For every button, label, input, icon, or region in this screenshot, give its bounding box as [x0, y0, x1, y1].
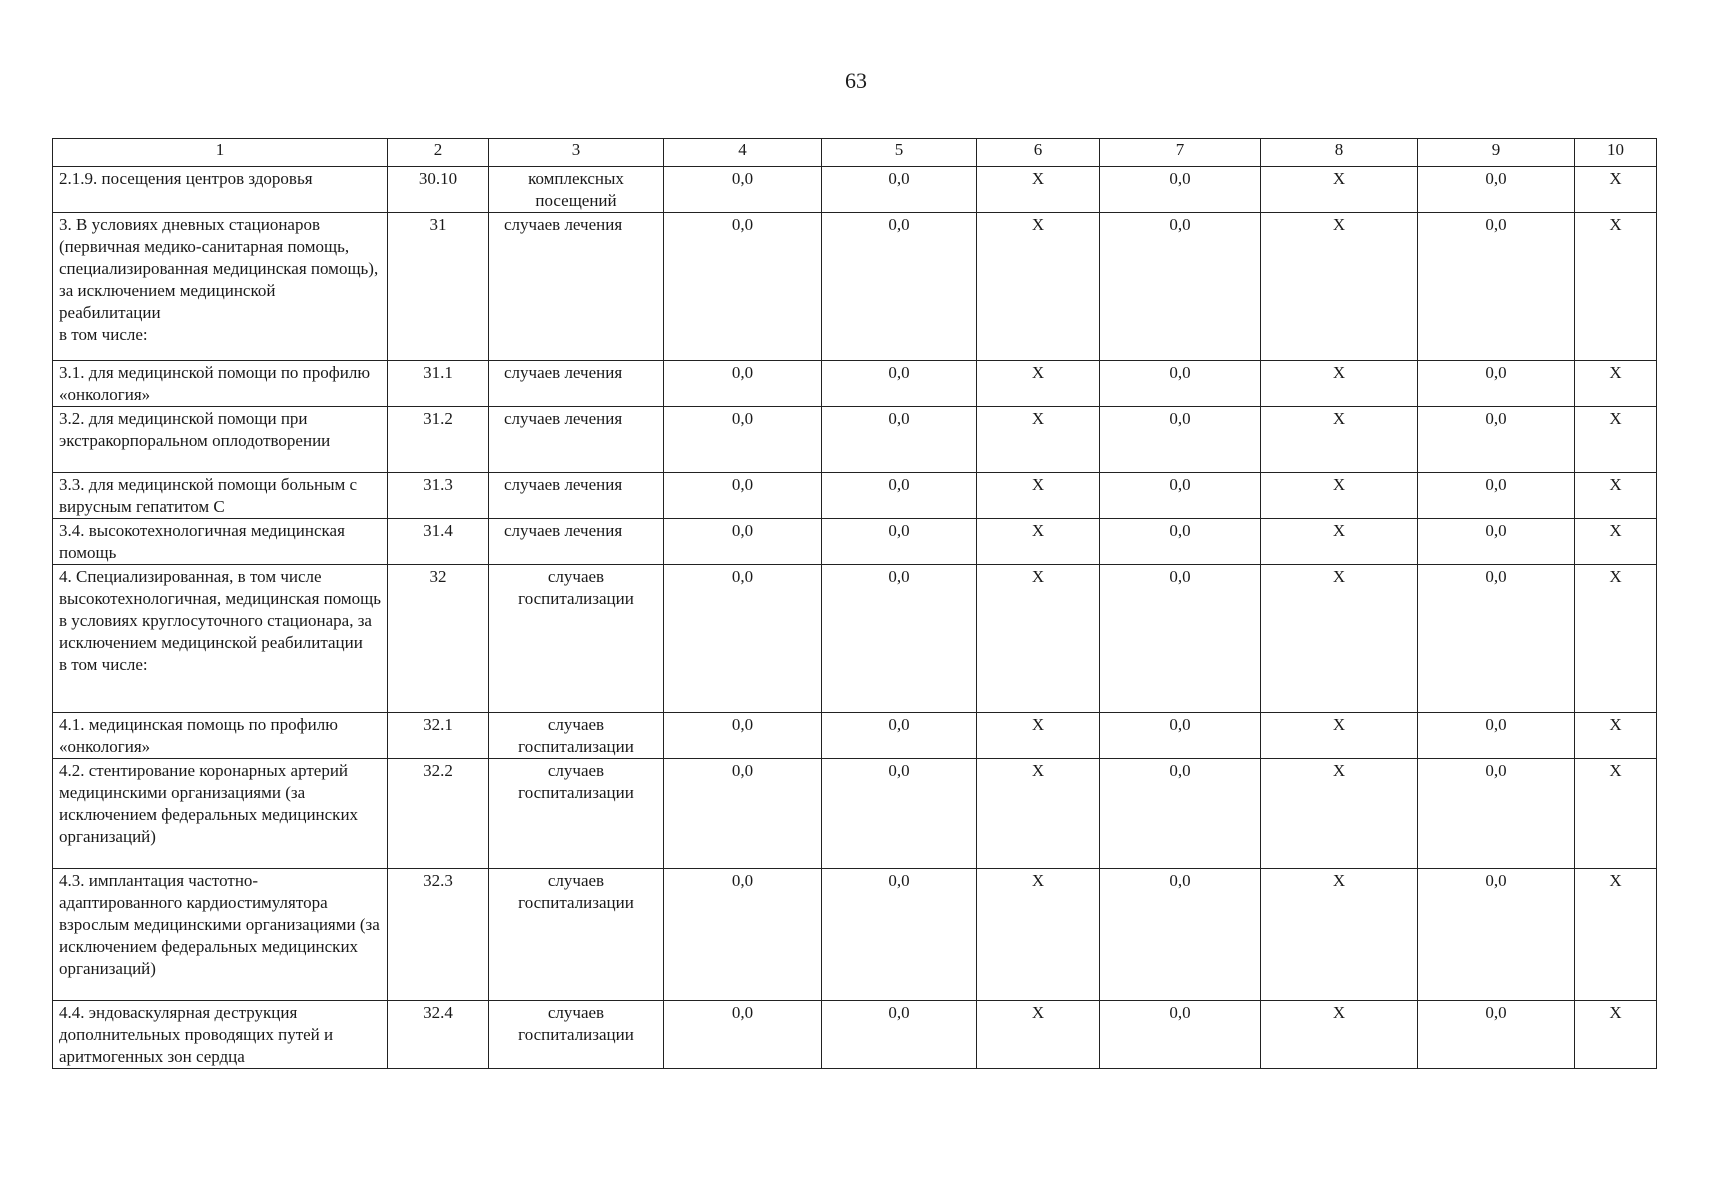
value-col-10-cell: X — [1575, 519, 1657, 565]
value-col-7-cell: 0,0 — [1100, 713, 1261, 759]
value-col-10-cell: X — [1575, 713, 1657, 759]
row-code-cell: 32.1 — [388, 713, 489, 759]
column-number-row — [53, 139, 1657, 167]
column-header-7: 7 — [1100, 139, 1261, 167]
indicator-name-cell: 3. В условиях дневных стационаров (первичная медико-санитарная помощь, специализированная медицинская помощь), за исключением медицинской реабилитации в том числе: — [53, 213, 388, 361]
value-col-8-cell: X — [1261, 713, 1418, 759]
value-col-7-cell: 0,0 — [1100, 407, 1261, 473]
value-col-10-cell: X — [1575, 1001, 1657, 1069]
indicator-name-cell: 4.3. имплантация частотно-адаптированного кардиостимулятора взрослым медицинскими организациями (за исключением федеральных медицинских организаций) — [53, 869, 388, 1001]
table-row — [53, 473, 1657, 519]
value-col-5-cell: 0,0 — [822, 167, 977, 213]
row-code-cell: 32.2 — [388, 759, 489, 869]
value-col-4-cell: 0,0 — [664, 361, 822, 407]
row-code-cell: 31.4 — [388, 519, 489, 565]
value-col-8-cell: X — [1261, 407, 1418, 473]
value-col-5-cell: 0,0 — [822, 519, 977, 565]
value-col-10-cell: X — [1575, 213, 1657, 361]
table-row — [53, 869, 1657, 1001]
value-col-5-cell: 0,0 — [822, 565, 977, 713]
indicator-name-cell: 4.4. эндоваскулярная деструкция дополнительных проводящих путей и аритмогенных зон сердца — [53, 1001, 388, 1069]
value-col-9-cell: 0,0 — [1418, 361, 1575, 407]
row-code-cell: 30.10 — [388, 167, 489, 213]
value-col-5-cell: 0,0 — [822, 407, 977, 473]
value-col-4-cell: 0,0 — [664, 565, 822, 713]
indicator-name-cell: 3.3. для медицинской помощи больным с вирусным гепатитом С — [53, 473, 388, 519]
value-col-6-cell: X — [977, 213, 1100, 361]
value-col-8-cell: X — [1261, 473, 1418, 519]
value-col-6-cell: X — [977, 167, 1100, 213]
value-col-10-cell: X — [1575, 361, 1657, 407]
value-col-6-cell: X — [977, 473, 1100, 519]
unit-cell: случаев лечения — [489, 473, 664, 519]
value-col-9-cell: 0,0 — [1418, 519, 1575, 565]
value-col-7-cell: 0,0 — [1100, 473, 1261, 519]
value-col-10-cell: X — [1575, 565, 1657, 713]
table-row — [53, 759, 1657, 869]
column-header-10: 10 — [1575, 139, 1657, 167]
value-col-4-cell: 0,0 — [664, 1001, 822, 1069]
value-col-9-cell: 0,0 — [1418, 565, 1575, 713]
indicator-name-cell: 4.1. медицинская помощь по профилю «онкология» — [53, 713, 388, 759]
indicator-name-cell: 4. Специализированная, в том числе высокотехнологичная, медицинская помощь в условиях круглосуточного стационара, за исключением медицинской реабилитации в том числе: — [53, 565, 388, 713]
row-code-cell: 32.3 — [388, 869, 489, 1001]
value-col-5-cell: 0,0 — [822, 759, 977, 869]
value-col-7-cell: 0,0 — [1100, 565, 1261, 713]
value-col-9-cell: 0,0 — [1418, 407, 1575, 473]
value-col-8-cell: X — [1261, 519, 1418, 565]
row-code-cell: 31.3 — [388, 473, 489, 519]
unit-cell: случаев лечения — [489, 519, 664, 565]
row-code-cell: 31 — [388, 213, 489, 361]
column-header-2: 2 — [388, 139, 489, 167]
indicator-name-cell: 4.2. стентирование коронарных артерий медицинскими организациями (за исключением федеральных медицинских организаций) — [53, 759, 388, 869]
column-header-4: 4 — [664, 139, 822, 167]
value-col-4-cell: 0,0 — [664, 759, 822, 869]
table-row — [53, 361, 1657, 407]
unit-cell: случаев госпитализации — [489, 713, 664, 759]
unit-cell: комплексных посещений — [489, 167, 664, 213]
value-col-6-cell: X — [977, 1001, 1100, 1069]
column-header-8: 8 — [1261, 139, 1418, 167]
value-col-9-cell: 0,0 — [1418, 167, 1575, 213]
value-col-8-cell: X — [1261, 167, 1418, 213]
unit-cell: случаев госпитализации — [489, 759, 664, 869]
value-col-6-cell: X — [977, 759, 1100, 869]
value-col-6-cell: X — [977, 869, 1100, 1001]
value-col-8-cell: X — [1261, 759, 1418, 869]
value-col-9-cell: 0,0 — [1418, 473, 1575, 519]
value-col-6-cell: X — [977, 713, 1100, 759]
value-col-9-cell: 0,0 — [1418, 759, 1575, 869]
table-row — [53, 1001, 1657, 1069]
value-col-10-cell: X — [1575, 407, 1657, 473]
value-col-9-cell: 0,0 — [1418, 869, 1575, 1001]
value-col-7-cell: 0,0 — [1100, 869, 1261, 1001]
value-col-6-cell: X — [977, 519, 1100, 565]
row-code-cell: 32.4 — [388, 1001, 489, 1069]
column-header-6: 6 — [977, 139, 1100, 167]
unit-cell: случаев госпитализации — [489, 1001, 664, 1069]
data-table — [52, 138, 1657, 1069]
value-col-4-cell: 0,0 — [664, 473, 822, 519]
value-col-7-cell: 0,0 — [1100, 213, 1261, 361]
row-code-cell: 32 — [388, 565, 489, 713]
table-row — [53, 519, 1657, 565]
value-col-8-cell: X — [1261, 565, 1418, 713]
value-col-4-cell: 0,0 — [664, 407, 822, 473]
value-col-5-cell: 0,0 — [822, 213, 977, 361]
value-col-9-cell: 0,0 — [1418, 1001, 1575, 1069]
value-col-8-cell: X — [1261, 1001, 1418, 1069]
indicator-name-cell: 3.1. для медицинской помощи по профилю «онкология» — [53, 361, 388, 407]
indicator-name-cell: 3.2. для медицинской помощи при экстракорпоральном оплодотворении — [53, 407, 388, 473]
value-col-5-cell: 0,0 — [822, 1001, 977, 1069]
table-row — [53, 407, 1657, 473]
value-col-9-cell: 0,0 — [1418, 213, 1575, 361]
value-col-6-cell: X — [977, 361, 1100, 407]
value-col-5-cell: 0,0 — [822, 713, 977, 759]
indicator-name-cell: 2.1.9. посещения центров здоровья — [53, 167, 388, 213]
value-col-6-cell: X — [977, 407, 1100, 473]
value-col-8-cell: X — [1261, 213, 1418, 361]
unit-cell: случаев госпитализации — [489, 565, 664, 713]
value-col-5-cell: 0,0 — [822, 869, 977, 1001]
page-number: 63 — [845, 68, 867, 93]
value-col-4-cell: 0,0 — [664, 869, 822, 1001]
value-col-5-cell: 0,0 — [822, 473, 977, 519]
table-row — [53, 713, 1657, 759]
column-header-9: 9 — [1418, 139, 1575, 167]
value-col-7-cell: 0,0 — [1100, 759, 1261, 869]
value-col-9-cell: 0,0 — [1418, 713, 1575, 759]
value-col-7-cell: 0,0 — [1100, 519, 1261, 565]
indicator-name-cell: 3.4. высокотехнологичная медицинская помощь — [53, 519, 388, 565]
value-col-4-cell: 0,0 — [664, 213, 822, 361]
value-col-10-cell: X — [1575, 759, 1657, 869]
row-code-cell: 31.1 — [388, 361, 489, 407]
value-col-6-cell: X — [977, 565, 1100, 713]
unit-cell: случаев лечения — [489, 407, 664, 473]
value-col-7-cell: 0,0 — [1100, 1001, 1261, 1069]
value-col-10-cell: X — [1575, 167, 1657, 213]
unit-cell: случаев лечения — [489, 361, 664, 407]
column-header-1: 1 — [53, 139, 388, 167]
value-col-10-cell: X — [1575, 473, 1657, 519]
value-col-7-cell: 0,0 — [1100, 361, 1261, 407]
column-header-3: 3 — [489, 139, 664, 167]
value-col-4-cell: 0,0 — [664, 713, 822, 759]
unit-cell: случаев госпитализации — [489, 869, 664, 1001]
value-col-4-cell: 0,0 — [664, 519, 822, 565]
value-col-5-cell: 0,0 — [822, 361, 977, 407]
value-col-4-cell: 0,0 — [664, 167, 822, 213]
column-header-5: 5 — [822, 139, 977, 167]
table-row — [53, 565, 1657, 713]
table-row — [53, 167, 1657, 213]
row-code-cell: 31.2 — [388, 407, 489, 473]
value-col-8-cell: X — [1261, 361, 1418, 407]
unit-cell: случаев лечения — [489, 213, 664, 361]
value-col-10-cell: X — [1575, 869, 1657, 1001]
value-col-7-cell: 0,0 — [1100, 167, 1261, 213]
table-row — [53, 213, 1657, 361]
value-col-8-cell: X — [1261, 869, 1418, 1001]
